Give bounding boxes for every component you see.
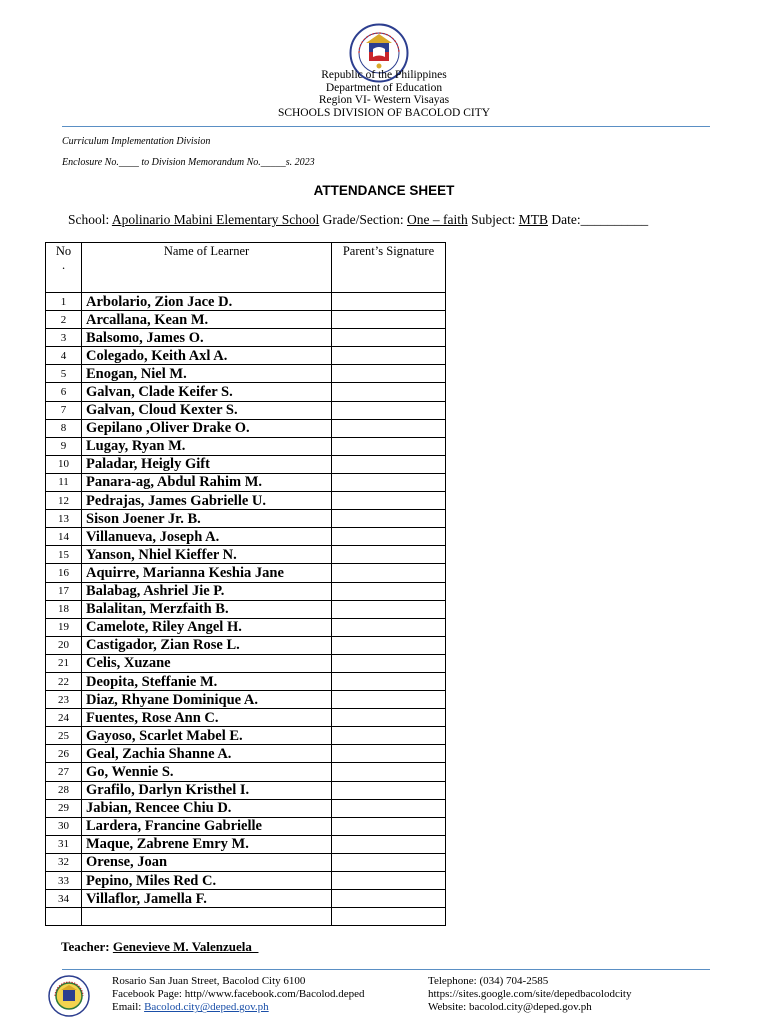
parent-signature-cell[interactable] xyxy=(332,437,446,455)
row-number: 1 xyxy=(46,293,82,311)
parent-signature-cell[interactable] xyxy=(332,890,446,908)
parent-signature-cell[interactable] xyxy=(332,510,446,528)
learner-name: Pepino, Miles Red C. xyxy=(82,872,332,890)
parent-signature-cell[interactable] xyxy=(332,745,446,763)
learner-name: Galvan, Clade Keifer S. xyxy=(82,383,332,401)
table-row xyxy=(46,311,446,329)
row-number: 2 xyxy=(46,311,82,329)
parent-signature-cell[interactable] xyxy=(332,618,446,636)
header-name: Name of Learner xyxy=(82,243,332,293)
table-body xyxy=(46,293,446,926)
parent-signature-cell[interactable] xyxy=(332,853,446,871)
row-number: 28 xyxy=(46,781,82,799)
parent-signature-cell[interactable] xyxy=(332,727,446,745)
header-no-dot: . xyxy=(61,258,66,272)
header-region: Region VI- Western Visayas xyxy=(318,94,450,107)
parent-signature-cell[interactable] xyxy=(332,600,446,618)
table-row xyxy=(46,799,446,817)
row-number: 10 xyxy=(46,455,82,473)
row-number: 26 xyxy=(46,745,82,763)
parent-signature-cell[interactable] xyxy=(332,872,446,890)
row-number: 19 xyxy=(46,618,82,636)
row-number: 23 xyxy=(46,691,82,709)
parent-signature-cell[interactable] xyxy=(332,365,446,383)
table-row xyxy=(46,329,446,347)
learner-name: Diaz, Rhyane Dominique A. xyxy=(82,691,332,709)
footer-telephone: Telephone: (034) 704-2585 xyxy=(428,975,549,987)
footer-contact-right xyxy=(428,975,631,1015)
row-number: 4 xyxy=(46,347,82,365)
row-number: 25 xyxy=(46,727,82,745)
parent-signature-cell[interactable] xyxy=(332,709,446,727)
table-row xyxy=(46,437,446,455)
row-number: 9 xyxy=(46,437,82,455)
empty-cell xyxy=(46,908,82,926)
parent-signature-cell[interactable] xyxy=(332,546,446,564)
table-row xyxy=(46,654,446,672)
header-signature: Parent’s Signature xyxy=(332,243,446,293)
parent-signature-cell[interactable] xyxy=(332,401,446,419)
subject-name: MTB xyxy=(518,212,548,227)
header-republic: Republic of the Philippines xyxy=(321,69,447,81)
table-row xyxy=(46,853,446,871)
parent-signature-cell[interactable] xyxy=(332,329,446,347)
grade-label: Grade/Section: xyxy=(322,212,404,227)
school-label: School: xyxy=(68,212,110,227)
parent-signature-cell[interactable] xyxy=(332,672,446,690)
learner-name: Balalitan, Merzfaith B. xyxy=(82,600,332,618)
parent-signature-cell[interactable] xyxy=(332,293,446,311)
table-row xyxy=(46,672,446,690)
learner-name: Villanueva, Joseph A. xyxy=(82,528,332,546)
footer-email-link[interactable]: Bacolod.city@deped.gov.ph xyxy=(144,1001,269,1014)
table-row xyxy=(46,745,446,763)
learner-name: Castigador, Zian Rose L. xyxy=(82,636,332,654)
division-line: Curriculum Implementation Division xyxy=(62,136,211,147)
table-row xyxy=(46,582,446,600)
learner-name: Villaflor, Jamella F. xyxy=(82,890,332,908)
parent-signature-cell[interactable] xyxy=(332,835,446,853)
empty-cell[interactable] xyxy=(332,908,446,926)
parent-signature-cell[interactable] xyxy=(332,781,446,799)
table-row xyxy=(46,890,446,908)
table-row xyxy=(46,564,446,582)
row-number: 20 xyxy=(46,636,82,654)
parent-signature-cell[interactable] xyxy=(332,691,446,709)
header-division: SCHOOLS DIVISION OF BACOLOD CITY xyxy=(277,106,491,119)
row-number: 16 xyxy=(46,564,82,582)
row-number: 27 xyxy=(46,763,82,781)
table-row xyxy=(46,636,446,654)
learner-name: Maque, Zabrene Emry M. xyxy=(82,835,332,853)
learner-name: Balsomo, James O. xyxy=(82,329,332,347)
learner-name: Fuentes, Rose Ann C. xyxy=(82,709,332,727)
parent-signature-cell[interactable] xyxy=(332,654,446,672)
parent-signature-cell[interactable] xyxy=(332,582,446,600)
row-number: 17 xyxy=(46,582,82,600)
parent-signature-cell[interactable] xyxy=(332,763,446,781)
parent-signature-cell[interactable] xyxy=(332,564,446,582)
parent-signature-cell[interactable] xyxy=(332,311,446,329)
header-divider xyxy=(62,126,710,127)
table-row-empty xyxy=(46,908,446,926)
table-row xyxy=(46,293,446,311)
row-number: 33 xyxy=(46,872,82,890)
parent-signature-cell[interactable] xyxy=(332,347,446,365)
learner-name: Paladar, Heigly Gift xyxy=(82,455,332,473)
footer-divider xyxy=(62,969,710,970)
table-row xyxy=(46,727,446,745)
row-number: 11 xyxy=(46,473,82,491)
learner-name: Balabag, Ashriel Jie P. xyxy=(82,582,332,600)
parent-signature-cell[interactable] xyxy=(332,455,446,473)
attendance-table xyxy=(45,242,446,926)
parent-signature-cell[interactable] xyxy=(332,799,446,817)
learner-name: Colegado, Keith Axl A. xyxy=(82,347,332,365)
table-row xyxy=(46,492,446,510)
footer-email-label: Email: xyxy=(112,1001,142,1014)
table-row xyxy=(46,618,446,636)
row-number: 5 xyxy=(46,365,82,383)
table-row xyxy=(46,691,446,709)
date-blank: __________ xyxy=(580,212,649,227)
learner-name: Celis, Xuzane xyxy=(82,654,332,672)
row-number: 3 xyxy=(46,329,82,347)
row-number: 12 xyxy=(46,492,82,510)
table-row xyxy=(46,365,446,383)
learner-name: Arcallana, Kean M. xyxy=(82,311,332,329)
learner-name: Deopita, Steffanie M. xyxy=(82,672,332,690)
learner-name: Yanson, Nhiel Kieffer N. xyxy=(82,546,332,564)
grade-section: One – faith xyxy=(406,212,468,227)
learner-name: Aquirre, Marianna Keshia Jane xyxy=(82,564,332,582)
table-row xyxy=(46,347,446,365)
row-number: 8 xyxy=(46,419,82,437)
table-row xyxy=(46,817,446,835)
footer-address: Rosario San Juan Street, Bacolod City 6100 xyxy=(112,975,306,987)
row-number: 15 xyxy=(46,546,82,564)
learner-name: Pedrajas, James Gabrielle U. xyxy=(82,492,332,510)
learner-name: Orense, Joan xyxy=(82,853,332,871)
learner-name: Arbolario, Zion Jace D. xyxy=(82,293,332,311)
learner-name: Grafilo, Darlyn Kristhel I. xyxy=(82,781,332,799)
teacher-label: Teacher: xyxy=(61,939,110,954)
parent-signature-cell[interactable] xyxy=(332,473,446,491)
parent-signature-cell[interactable] xyxy=(332,528,446,546)
table-row xyxy=(46,383,446,401)
row-number: 29 xyxy=(46,799,82,817)
parent-signature-cell[interactable] xyxy=(332,817,446,835)
learner-name: Geal, Zachia Shanne A. xyxy=(82,745,332,763)
teacher-line xyxy=(61,939,258,955)
parent-signature-cell[interactable] xyxy=(332,419,446,437)
learner-name: Galvan, Cloud Kexter S. xyxy=(82,401,332,419)
table-row xyxy=(46,709,446,727)
teacher-name: Genevieve M. Valenzuela_ xyxy=(112,939,259,954)
parent-signature-cell[interactable] xyxy=(332,636,446,654)
table-row xyxy=(46,600,446,618)
row-number: 21 xyxy=(46,654,82,672)
table-row xyxy=(46,401,446,419)
row-number: 31 xyxy=(46,835,82,853)
header-no-label: No xyxy=(55,244,72,258)
table-header-row xyxy=(46,243,446,293)
table-row xyxy=(46,546,446,564)
subject-label: Subject: xyxy=(471,212,516,227)
school-name: Apolinario Mabini Elementary School xyxy=(111,212,320,227)
parent-signature-cell[interactable] xyxy=(332,383,446,401)
row-number: 34 xyxy=(46,890,82,908)
learner-name: Sison Joener Jr. B. xyxy=(82,510,332,528)
learner-name: Gepilano ,Oliver Drake O. xyxy=(82,419,332,437)
table-row xyxy=(46,528,446,546)
header-no xyxy=(46,243,82,293)
footer-email-line xyxy=(112,1001,365,1014)
document-title: ATTENDANCE SHEET xyxy=(313,183,455,198)
table-row xyxy=(46,835,446,853)
table-row xyxy=(46,872,446,890)
parent-signature-cell[interactable] xyxy=(332,492,446,510)
row-number: 6 xyxy=(46,383,82,401)
learner-name: Lardera, Francine Gabrielle xyxy=(82,817,332,835)
table-row xyxy=(46,473,446,491)
enclosure-line: Enclosure No.____ to Division Memorandum No._____s. 2023 xyxy=(62,157,315,168)
footer-website[interactable]: Website: bacolod.city@deped.gov.ph xyxy=(428,1001,592,1014)
learner-name: Jabian, Rencee Chiu D. xyxy=(82,799,332,817)
table-row xyxy=(46,419,446,437)
learner-name: Camelote, Riley Angel H. xyxy=(82,618,332,636)
letterhead xyxy=(0,69,768,119)
row-number: 22 xyxy=(46,672,82,690)
table-row xyxy=(46,455,446,473)
row-number: 18 xyxy=(46,600,82,618)
footer-facebook[interactable]: Facebook Page: http//www.facebook.com/Bacolod.deped xyxy=(112,988,365,1001)
deped-footer-seal-logo xyxy=(48,975,90,1017)
date-label: Date: xyxy=(551,212,581,227)
learner-name: Lugay, Ryan M. xyxy=(82,437,332,455)
row-number: 7 xyxy=(46,401,82,419)
table-row xyxy=(46,510,446,528)
table-row xyxy=(46,763,446,781)
school-info-line xyxy=(68,212,648,228)
row-number: 30 xyxy=(46,817,82,835)
table-row xyxy=(46,781,446,799)
empty-cell xyxy=(82,908,332,926)
learner-name: Panara-ag, Abdul Rahim M. xyxy=(82,473,332,491)
row-number: 13 xyxy=(46,510,82,528)
footer-contact-left xyxy=(112,975,365,1015)
row-number: 24 xyxy=(46,709,82,727)
row-number: 32 xyxy=(46,853,82,871)
header-department: Department of Education xyxy=(325,81,443,94)
row-number: 14 xyxy=(46,528,82,546)
footer-sites[interactable]: https://sites.google.com/site/depedbacolodcity xyxy=(428,988,632,1001)
learner-name: Go, Wennie S. xyxy=(82,763,332,781)
learner-name: Gayoso, Scarlet Mabel E. xyxy=(82,727,332,745)
learner-name: Enogan, Niel M. xyxy=(82,365,332,383)
